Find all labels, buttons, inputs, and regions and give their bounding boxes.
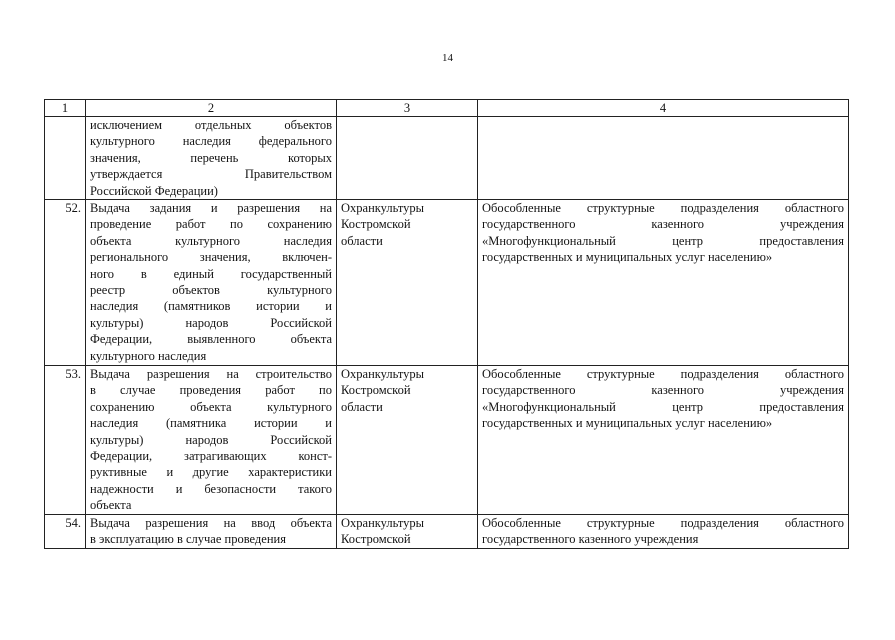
service-name-cell: [86, 200, 337, 366]
center-text-line: государственного казенного учреждения: [482, 532, 699, 547]
service-text-line: культуры) народов Российской: [90, 315, 332, 330]
service-center-cell: [478, 117, 849, 200]
service-text-line: сохранению объекта культурного: [90, 399, 332, 414]
service-name-cell: [86, 117, 337, 200]
service-center-cell: [478, 200, 849, 366]
column-header: 4: [478, 100, 849, 117]
authority-text-line: Охранкультуры: [341, 201, 425, 215]
service-text-line: культурного наследия: [90, 348, 207, 363]
service-text-line: ного в единый государственный: [90, 266, 332, 281]
service-text-line: Федерации, затрагивающих конст-: [90, 448, 332, 463]
center-text-line: «Многофункциональный центр предоставления: [482, 399, 844, 414]
center-text-line: «Многофункциональный центр предоставления: [482, 233, 844, 248]
service-text-line: объекта культурного наследия: [90, 233, 332, 248]
table-header-row: [45, 100, 849, 117]
service-text-line: значения, перечень которых: [90, 150, 332, 165]
table-row: [45, 366, 849, 515]
service-name-cell: [86, 515, 337, 549]
service-center-cell: [478, 366, 849, 515]
authority-text-line: Костромской: [341, 217, 411, 232]
service-text-line: Российской Федерации): [90, 183, 218, 198]
service-text-line: реестр объектов культурного: [90, 282, 332, 297]
page-number: 14: [442, 52, 453, 64]
service-text-line: регионального значения, включен-: [90, 250, 332, 265]
column-header: 1: [45, 100, 86, 117]
center-text-line: государственных и муниципальных услуг населению»: [482, 250, 773, 265]
service-text-line: наследия (памятников истории и: [90, 299, 332, 314]
service-text-line: руктивные и другие характеристики: [90, 465, 332, 480]
authority-cell: [337, 117, 478, 200]
center-text-line: Обособленные структурные подразделения областного: [482, 201, 844, 215]
authority-cell: [337, 366, 478, 515]
table-row: [45, 200, 849, 366]
service-text-line: утверждается Правительством: [90, 167, 332, 182]
service-text-line: Выдача задания и разрешения на: [90, 201, 332, 215]
authority-cell: [337, 515, 478, 549]
service-text-line: исключением отдельных объектов: [90, 118, 332, 132]
column-header: 3: [337, 100, 478, 117]
center-text-line: государственных и муниципальных услуг населению»: [482, 416, 773, 431]
table-row: [45, 515, 849, 549]
row-number: 52.: [45, 200, 86, 366]
authority-text-line: области: [341, 233, 383, 248]
service-text-line: культурного наследия федерального: [90, 134, 332, 149]
service-text-line: культуры) народов Российской: [90, 432, 332, 447]
service-text-line: в случае проведения работ по: [90, 383, 332, 398]
authority-cell: [337, 200, 478, 366]
table-row: [45, 117, 849, 200]
service-text-line: проведение работ по сохранению: [90, 217, 332, 232]
service-text-line: Федерации, выявленного объекта: [90, 332, 332, 347]
authority-text-line: области: [341, 399, 383, 414]
service-name-cell: [86, 366, 337, 515]
service-text-line: объекта: [90, 498, 132, 513]
center-text-line: государственного казенного учреждения: [482, 217, 844, 232]
authority-text-line: Костромской: [341, 532, 411, 547]
service-text-line: надежности и безопасности такого: [90, 481, 332, 496]
authority-text-line: Охранкультуры: [341, 516, 425, 530]
center-text-line: государственного казенного учреждения: [482, 383, 844, 398]
row-number: 53.: [45, 366, 86, 515]
center-text-line: Обособленные структурные подразделения областного: [482, 516, 844, 530]
service-text-line: Выдача разрешения на строительство: [90, 367, 332, 381]
column-header: 2: [86, 100, 337, 117]
services-table: [44, 99, 849, 549]
service-text-line: Выдача разрешения на ввод объекта: [90, 516, 332, 530]
authority-text-line: Костромской: [341, 383, 411, 398]
service-text-line: наследия (памятника истории и: [90, 416, 332, 431]
service-center-cell: [478, 515, 849, 549]
center-text-line: Обособленные структурные подразделения областного: [482, 367, 844, 381]
row-number: [45, 117, 86, 200]
row-number: 54.: [45, 515, 86, 549]
service-text-line: в эксплуатацию в случае проведения: [90, 532, 286, 547]
authority-text-line: Охранкультуры: [341, 367, 425, 381]
